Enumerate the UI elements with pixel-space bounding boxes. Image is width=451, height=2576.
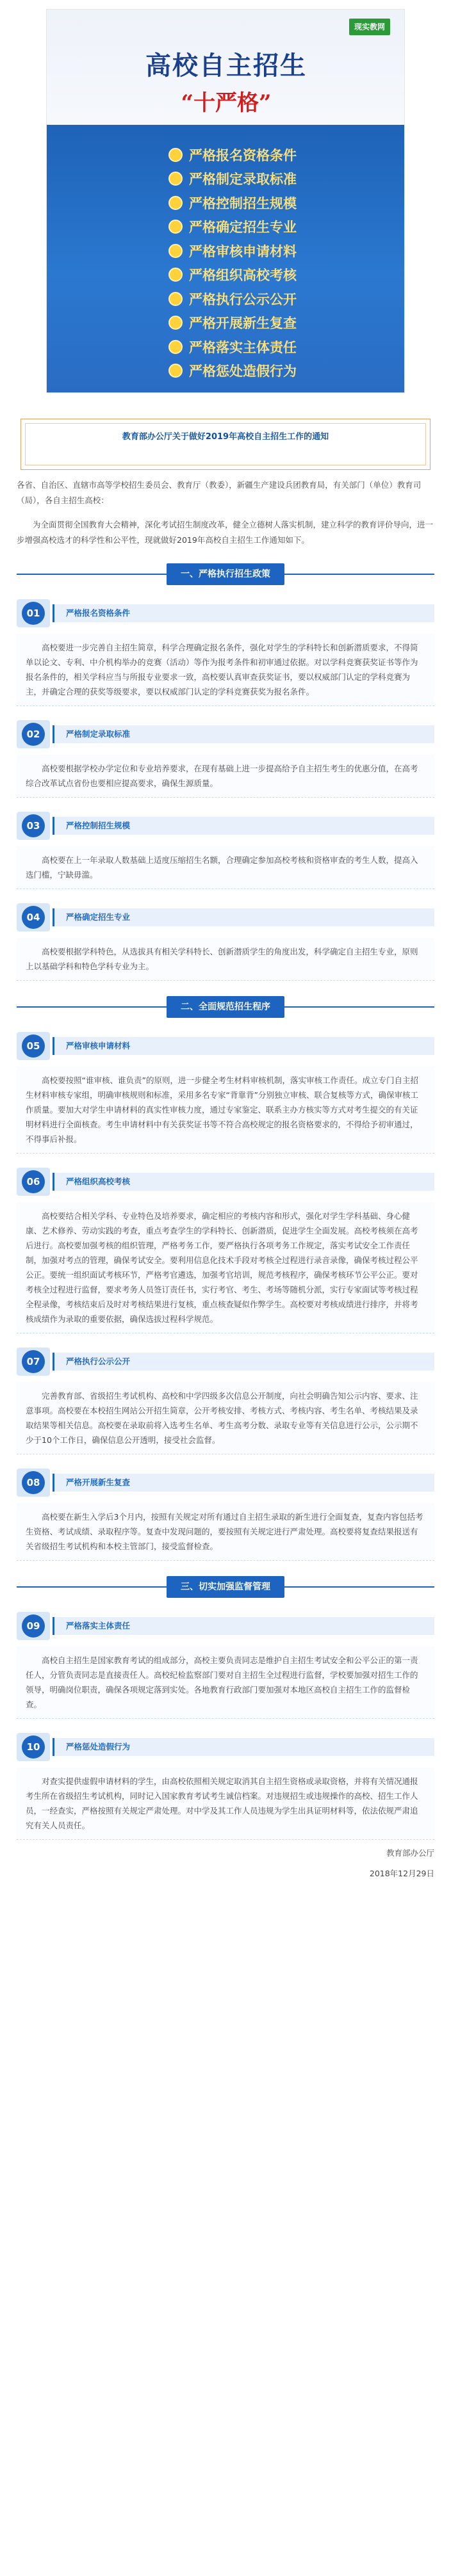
poster-item [168,335,361,359]
signature-date: 2018年12月29日 [369,1869,434,1878]
notice-title-box [20,419,430,470]
section-header [0,563,451,585]
intro-paragraph: 为全面贯彻全国教育大会精神，深化考试招生制度改革，健全立德树人落实机制，建立科学的教育评价导向，进一步增强高校选才的科学性和公平性，现就做好2019年高校自主招生工作通知如下。 [17,520,434,545]
poster-item-label: 严格审核申请材料 [189,243,297,259]
item-body: 高校要在新生入学后3个月内，按照有关规定对所有通过自主招生录取的新生进行全面复查，复查内容包括考生资格、考试成绩、录取程序等。复查中发现问题的，要按照有关规定进行严肃处理。高校要将复查结果报送有关省级招生考试机构和本校主管部门，接受监督检查。 [17,1503,434,1561]
item-number: 10 [22,1735,45,1759]
bullet-dot-icon [168,196,183,210]
bullet-dot-icon [168,268,183,282]
item-header [17,1348,434,1376]
item-title: 严格控制招生规模 [66,821,131,830]
item-body: 高校要根据学科特色，从选拔具有相关学科特长、创新潜质学生的角度出发，科学确定自主招生专业，原则上以基础学科和特色学科专业为主。 [17,938,434,981]
poster-item [168,287,361,311]
poster-item [168,263,361,287]
number-badge [17,599,50,627]
section-header [0,1576,451,1598]
numbered-item [17,903,434,981]
poster-item-label: 严格开展新生复查 [189,316,297,332]
bullet-dot-icon [168,316,183,330]
item-header [17,1469,434,1497]
numbered-item [17,812,434,889]
number-badge [17,1469,50,1497]
item-title-bar [53,725,434,743]
bullet-dot-icon [168,148,183,162]
numbered-item [17,720,434,798]
section-title: 二、全面规范招生程序 [167,996,284,1018]
poster-item-label: 严格落实主体责任 [189,339,297,355]
salutation: 各省、自治区、直辖市高等学校招生委员会、教育厅（教委），新疆生产建设兵团教育局，有关部门（单位）教育司（局），各自主招生高校： [17,480,422,505]
notice-title-frame [25,423,426,465]
section-header [0,996,451,1018]
item-title: 严格确定招生专业 [66,912,131,922]
item-header [17,599,434,627]
item-title: 严格惩处造假行为 [66,1742,131,1751]
numbered-item [17,1469,434,1561]
item-title-bar [53,817,434,835]
item-number: 08 [22,1471,45,1494]
site-logo: 现实教网 [349,19,390,35]
item-number: 07 [22,1350,45,1373]
number-badge [17,1032,50,1060]
number-badge [17,1168,50,1196]
item-number: 03 [22,814,45,837]
item-title-bar [53,1353,434,1371]
item-number: 05 [22,1034,45,1058]
numbered-item [17,1733,434,1840]
item-title-bar [53,1738,434,1756]
poster-subtitle: “十严格” [181,90,272,116]
bullet-dot-icon [168,340,183,354]
item-body: 高校要进一步完善自主招生简章，科学合理确定报名条件，强化对学生的学科特长和创新潜质要求，不得简单以论文、专利、中介机构举办的竞赛（活动）等作为报考条件和初审通过依据。对以学科竞赛获奖证书等作为报名条件的，相关学科应当与所报专业要求一致，高校要认真审查获奖证书，要以权威部门认定的学科竞赛为主，并确定合理的获奖等级要求，要以权威部门认定的学科竞赛获奖为报名条件。 [17,634,434,706]
section-title: 三、切实加强监督管理 [167,1576,284,1598]
item-title: 严格报名资格条件 [66,608,131,618]
item-number: 02 [22,723,45,746]
poster-item-label: 严格组织高校考核 [189,268,297,284]
poster-banner [46,9,405,393]
item-body: 对查实提供虚假申请材料的学生，由高校依照相关规定取消其自主招生资格或录取资格，并将有关情况通报考生所在省级招生考试机构，同时记入国家教育考试考生诚信档案。对违规招生或违规操作的高校、招生工作人员，一经查实，严格按照有关规定严肃处理。对中学及其工作人员违规为学生出具证明材料等，依法依规严肃追究有关人员责任。 [17,1767,434,1840]
sections-container [0,563,451,1840]
item-title: 严格审核申请材料 [66,1041,131,1051]
item-body: 高校要结合相关学科、专业特色及培养要求，确定相应的考核内容和形式，强化对学生学科基础、身心健康、艺术修养、劳动实践的考查，重点考查学生的学科特长、创新潜质，促进学生全面发展。高校考核须在高考后进行。高校要加强考核的组织管理，严格考务工作，要严格执行各项考务工作规定，落实考试安全工作责任制，加强对考点的管理，确保考试安全。要利用信息化技术手段对考核全过程进行录音录像，确保考核过程公平公正。要统一组织面试考核环节，严格考官遴选，加强考官培训，规范考核程序，确保考核环节公平公正。要对考核全过程进行监督，要求考务人员签订责任书，实行考官、考生、考场等随机分派，实行专家面试等考核过程全程录像，考核结束后及时对考核结果进行复核，重点核查疑似作弊学生。高校要对考核成绩进行排序，并将考核成绩作为录取的重要依据，确保选拔过程科学规范。 [17,1202,434,1333]
item-header [17,1612,434,1640]
item-header [17,720,434,748]
number-badge [17,1612,50,1640]
poster-item-label: 严格执行公示公开 [189,291,297,307]
numbered-item [17,1348,434,1454]
item-body: 高校要在上一年录取人数基础上适度压缩招生名额，合理确定参加高校考核和资格审查的考生人数，提高入选门槛，宁缺毋滥。 [17,846,434,889]
item-body: 高校要根据学校办学定位和专业培养要求，在现有基础上进一步提高给予自主招生考生的优惠分值，在高考综合改革试点省份也要相应提高要求，确保生源质量。 [17,755,434,798]
item-title-bar [53,1474,434,1492]
bullet-dot-icon [168,292,183,306]
number-badge [17,903,50,931]
poster-item-label: 严格制定录取标准 [189,172,297,188]
signature-org: 教育部办公厅 [386,1848,434,1858]
bullet-dot-icon [168,172,183,186]
item-title: 严格开展新生复查 [66,1477,131,1487]
item-number: 06 [22,1170,45,1193]
bullet-dot-icon [168,244,183,258]
poster-item-label: 严格报名资格条件 [189,147,297,163]
item-title: 严格制定录取标准 [66,729,131,739]
item-title-bar [53,1173,434,1191]
item-number: 09 [22,1614,45,1638]
poster-item [168,239,361,263]
item-header [17,1032,434,1060]
item-title: 严格组织高校考核 [66,1177,131,1186]
bullet-dot-icon [168,364,183,378]
numbered-item [17,1168,434,1333]
poster-item-list [168,143,361,383]
numbered-item [17,1032,434,1154]
poster-item [168,191,361,215]
poster-item [168,143,361,167]
poster-item [168,167,361,191]
item-body: 高校自主招生是国家教育考试的组成部分，高校主要负责同志是维护自主招生考试安全和公平公正的第一责任人，分管负责同志是直接责任人。高校纪检监察部门要对自主招生全过程进行监督，学校要加强对招生工作的领导，明确岗位职责，确保各项规定落到实处。各地教育行政部门要加强对本地区高校自主招生工作的监督检查。 [17,1646,434,1719]
number-badge [17,720,50,748]
bullet-dot-icon [168,220,183,234]
item-title-bar [53,908,434,926]
item-title-bar [53,1617,434,1635]
notice-title: 教育部办公厅关于做好2019年高校自主招生工作的通知 [122,432,329,442]
number-badge [17,1348,50,1376]
poster-item-label: 严格惩处造假行为 [189,364,297,380]
item-header [17,1168,434,1196]
poster-title: 高校自主招生 [145,51,307,81]
item-number: 01 [22,602,45,625]
item-title-bar [53,604,434,622]
numbered-item [17,1612,434,1719]
item-body: 完善教育部、省级招生考试机构、高校和中学四级多次信息公开制度，向社会明确告知公示内容、要求、注意事项。高校要在本校招生网站公开招生简章，公开考核安排、考核方式、考核内容、考生名单、考核结果及录取结果等相关信息。高校要在录取前将入选考生名单、考生高考分数、录取专业等有关信息进行公示，公示期不少于10个工作日，确保信息公开透明，接受社会监督。 [17,1382,434,1454]
poster-item [168,359,361,383]
item-header [17,812,434,840]
item-title-bar [53,1037,434,1055]
poster-item [168,215,361,239]
item-header [17,1733,434,1761]
poster-item [168,311,361,335]
poster-item-label: 严格确定招生专业 [189,220,297,236]
item-header [17,903,434,931]
section-title: 一、严格执行招生政策 [167,563,284,585]
number-badge [17,812,50,840]
item-title: 严格落实主体责任 [66,1621,131,1630]
numbered-item [17,599,434,706]
number-badge [17,1733,50,1761]
item-number: 04 [22,906,45,929]
poster-item-label: 严格控制招生规模 [189,195,297,211]
item-title: 严格执行公示公开 [66,1356,131,1366]
item-body: 高校要按照“谁审核、谁负责”的原则，进一步健全考生材料审核机制，落实审核工作责任。成立专门自主招生材料审核专家组，明确审核规则和标准，采用多名专家“背靠背”分别独立审核、联合复核等方式，确保审核工作质量。要加大对学生申请材料的真实性审核力度，通过专家鉴定、联系主办方核实等方式对考生提交的有关证明材料进行全面核查。考生申请材料中有关获奖证书等不符合高校规定的报名资格要求的，不得给予初审通过，不得事后补报。 [17,1067,434,1154]
